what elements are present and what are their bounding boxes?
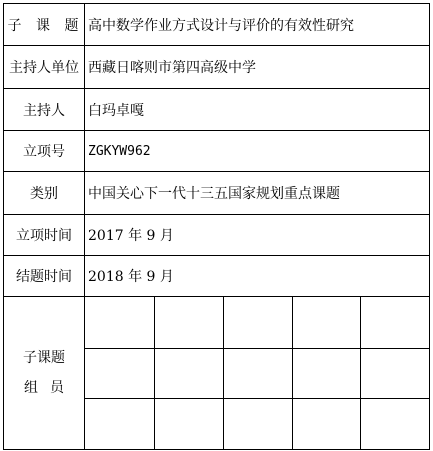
member-cell[interactable] <box>224 399 293 450</box>
category-value: 中国关心下一代十三五国家规划重点课题 <box>85 172 430 215</box>
members-label <box>4 297 85 450</box>
completion-date-value: 2018 年 9 月 <box>85 256 430 297</box>
members-label-line2: 组员 <box>24 380 76 396</box>
member-cell[interactable] <box>361 399 430 450</box>
member-cell[interactable] <box>155 349 224 399</box>
approval-date-value: 2017 年 9 月 <box>85 215 430 256</box>
members-row-1 <box>4 297 430 349</box>
members-label-line1: 子课题 <box>23 350 65 366</box>
member-cell[interactable] <box>293 399 361 450</box>
row-approval-date <box>4 215 430 256</box>
row-project-number <box>4 131 430 172</box>
member-cell[interactable] <box>224 297 293 349</box>
member-cell[interactable] <box>224 349 293 399</box>
subproject-label-text: 子 课 题 <box>7 17 81 34</box>
subproject-info-form <box>3 3 430 450</box>
row-host <box>4 89 430 131</box>
host-label: 主持人 <box>4 89 85 131</box>
approval-date-label: 立项时间 <box>4 215 85 256</box>
subproject-title-value: 高中数学作业方式设计与评价的有效性研究 <box>85 4 430 46</box>
row-category <box>4 172 430 215</box>
member-cell[interactable] <box>155 297 224 349</box>
row-subproject <box>4 4 430 46</box>
project-number-value: ZGKYW962 <box>85 131 430 172</box>
member-cell[interactable] <box>85 297 155 349</box>
host-value: 白玛卓嘎 <box>85 89 430 131</box>
row-host-unit <box>4 46 430 89</box>
member-cell[interactable] <box>293 349 361 399</box>
member-cell[interactable] <box>293 297 361 349</box>
subproject-label <box>4 4 85 46</box>
host-unit-value: 西藏日喀则市第四高级中学 <box>85 46 430 89</box>
member-cell[interactable] <box>361 349 430 399</box>
member-cell[interactable] <box>361 297 430 349</box>
row-completion-date <box>4 256 430 297</box>
project-number-label: 立项号 <box>4 131 85 172</box>
member-cell[interactable] <box>85 349 155 399</box>
member-cell[interactable] <box>155 399 224 450</box>
category-label: 类别 <box>4 172 85 215</box>
host-unit-label: 主持人单位 <box>4 46 85 89</box>
member-cell[interactable] <box>85 399 155 450</box>
completion-date-label: 结题时间 <box>4 256 85 297</box>
